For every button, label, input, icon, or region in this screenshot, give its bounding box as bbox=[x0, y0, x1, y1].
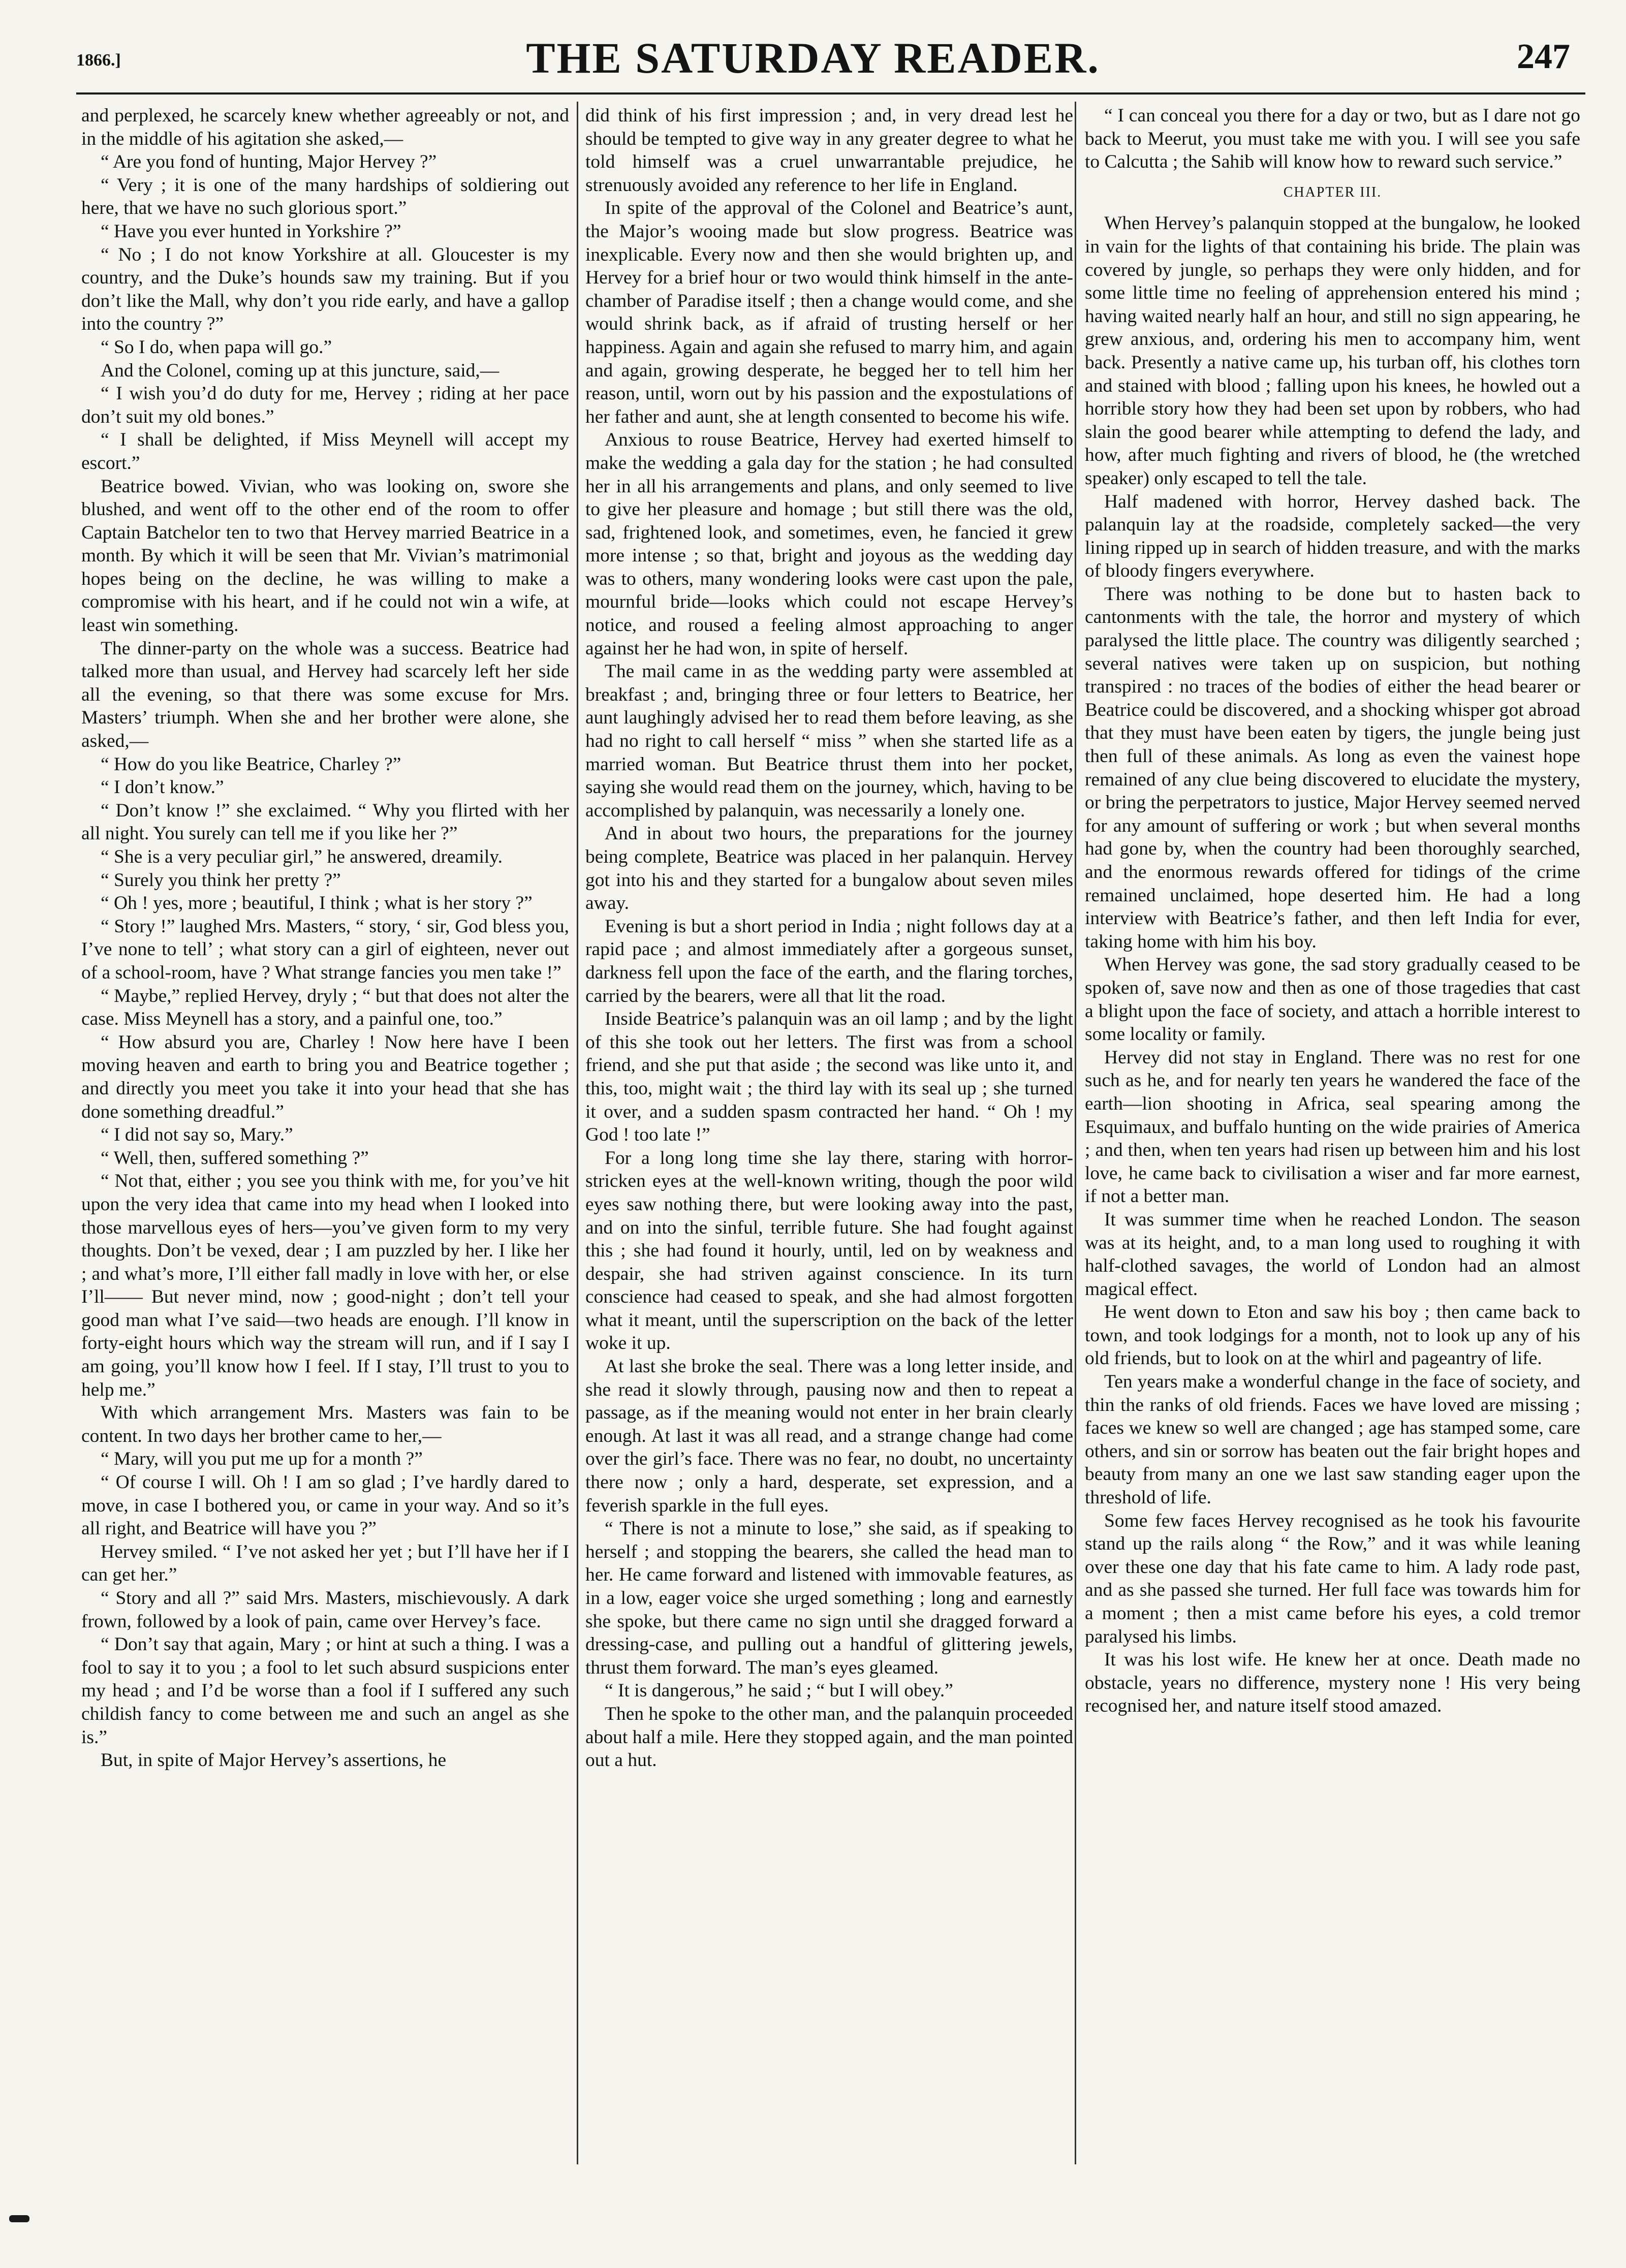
paragraph: “ Don’t say that again, Mary ; or hint at such a thing. I was a fool to say it to you ; a fool to let such absurd suspicions enter my head ; and I’d be worse than a fool if I suffered any such childish fancy to come between me and such an angel as she is.” bbox=[81, 1634, 569, 1748]
column-1 bbox=[81, 104, 569, 2182]
paragraph: Ten years make a wonderful change in the face of society, and thin the ranks of old friends. Faces we have loved are missing ; faces we knew so well are changed ; age has stamped some, care others, and sin or sorrow has beaten out the fair bright hopes and beauty from many an one we last saw standing eager upon the threshold of life. bbox=[1085, 1371, 1580, 1508]
paragraph: Then he spoke to the other man, and the palanquin proceeded about half a mile. Here they stopped again, and the man pointed out a hut. bbox=[585, 1703, 1073, 1771]
paragraph: Half madened with horror, Hervey dashed back. The palanquin lay at the roadside, completely sacked—the very lining ripped up in search of hidden treasure, and with the marks of bloody fingers everywhere. bbox=[1085, 491, 1580, 582]
paragraph: “ So I do, when papa will go.” bbox=[101, 336, 332, 358]
page-header bbox=[0, 0, 1626, 97]
paragraph: “ I shall be delighted, if Miss Meynell will accept my escort.” bbox=[81, 429, 569, 474]
ink-speck bbox=[9, 2215, 29, 2222]
paragraph: “ No ; I do not know Yorkshire at all. Gloucester is my country, and the Duke’s hounds saw my training. But if you don’t like the Mall, why don’t you ride early, and have a gallop into the country ?” bbox=[81, 244, 569, 335]
chapter-heading: CHAPTER III. bbox=[1283, 184, 1382, 200]
paragraph: “ Oh ! yes, more ; beautiful, I think ; what is her story ?” bbox=[101, 893, 533, 914]
paragraph: “ I wish you’d do duty for me, Hervey ; riding at her pace don’t suit my old bones.” bbox=[81, 383, 569, 427]
paragraph: Evening is but a short period in India ; night follows day at a rapid pace ; and almost immediately after a gorgeous sunset, darkness fell upon the face of the earth, and the flaring torches, carried by the bearers, were all that lit the road. bbox=[585, 916, 1073, 1006]
paragraph: Hervey smiled. “ I’ve not asked her yet ; but I’ll have her if I can get her.” bbox=[81, 1541, 569, 1586]
paragraph: “ Are you fond of hunting, Major Hervey ?” bbox=[101, 151, 437, 173]
paragraph: “ Have you ever hunted in Yorkshire ?” bbox=[101, 220, 401, 242]
header-date: 1866.] bbox=[76, 51, 121, 70]
paragraph: “ How do you like Beatrice, Charley ?” bbox=[101, 753, 401, 775]
paragraph: “ There is not a minute to lose,” she said, as if speaking to herself ; and stopping the bearers, she called the head man to her. He came forward and listened with immovable features, as in a low, eager voice she urged something ; long and earnestly she spoke, but there came no sign until she dragged forward a dressing-case, and pulling out a handful of glittering jewels, thrust them forward. The man’s eyes gleamed. bbox=[585, 1518, 1073, 1678]
paragraph: “ Story !” laughed Mrs. Masters, “ story, ‘ sir, God bless you, I’ve none to tell’ ; what story can a girl of eighteen, never out of a school-room, have ? What strange fancies you men take !” bbox=[81, 916, 569, 983]
paragraph: “ Of course I will. Oh ! I am so glad ; I’ve hardly dared to move, in case I bothered you, or came in your way. And so it’s all right, and Beatrice will have you ?” bbox=[81, 1472, 569, 1539]
column-3 bbox=[1085, 104, 1580, 2182]
page-number: 247 bbox=[1517, 37, 1570, 76]
paragraph: Some few faces Hervey recognised as he took his favourite stand up the rails along “ the Row,” and it was while leaning over these one day that his fate came to him. A lady rode past, and as she passed she turned. Her full face was towards him for a moment ; then a mist came before his eyes, a cold tremor paralysed his limbs. bbox=[1085, 1510, 1580, 1647]
column-divider bbox=[577, 102, 578, 2164]
publication-title: THE SATURDAY READER. bbox=[526, 34, 1100, 82]
paragraph: The dinner-party on the whole was a success. Beatrice had talked more than usual, and Hervey had scarcely left her side all the evening, so that there was some excuse for Mrs. Masters’ triumph. When she and her brother were alone, she asked,— bbox=[81, 638, 569, 752]
paragraph: “ Surely you think her pretty ?” bbox=[101, 869, 341, 891]
paragraph: “ Very ; it is one of the many hardships of soldiering out here, that we have no such glorious sport.” bbox=[81, 174, 569, 219]
paragraph: Anxious to rouse Beatrice, Hervey had exerted himself to make the wedding a gala day for the station ; he had consulted her in all his arrangements and plans, and only seemed to live to give her pleasure and homage ; but still there was the old, sad, frightened look, and sometimes, even, he fancied it grew more intense ; so that, bright and joyous as the wedding day was to others, many wondering looks were cast upon the pale, mournful bride—looks which could not escape Hervey’s notice, and roused a feeling almost approaching to anger against her he had won, in spite of herself. bbox=[585, 429, 1073, 659]
paragraph: When Hervey was gone, the sad story gradually ceased to be spoken of, save now and then as one of those tragedies that cast a blight upon the face of society, and attach a horrible interest to some locality or family. bbox=[1085, 954, 1580, 1045]
paragraph: It was summer time when he reached London. The season was at its height, and, to a man long used to roughing it with half-clothed savages, the world of London had an almost magical effect. bbox=[1085, 1209, 1580, 1300]
paragraph: And the Colonel, coming up at this juncture, said,— bbox=[101, 360, 499, 381]
paragraph: Hervey did not stay in England. There was no rest for one such as he, and for nearly ten years he wandered the face of the earth—lion shooting in Africa, seal spearing among the Esquimaux, and buffalo hunting on the wide prairies of America ; and then, when ten years had risen up between him and his lost love, he came back to civilisation a wiser and far more earnest, if not a better man. bbox=[1085, 1047, 1580, 1207]
paragraph: And in about two hours, the preparations for the journey being complete, Beatrice was placed in her palanquin. Hervey got into his and they started for a bungalow about seven miles away. bbox=[585, 823, 1073, 914]
header-rule bbox=[76, 92, 1585, 94]
paragraph: He went down to Eton and saw his boy ; then came back to town, and took lodgings for a month, not to look up any of his old friends, but to look on at the whirl and pageantry of life. bbox=[1085, 1302, 1580, 1369]
paragraph: The mail came in as the wedding party were assembled at breakfast ; and, bringing three or four letters to Beatrice, her aunt laughingly advised her to read them before leaving, as she had no right to call herself “ miss ” when she started life as a married woman. But Beatrice thrust them into her pocket, saying she would read them on the journey, which, having to be accomplished by palanquin, was necessarily a lonely one. bbox=[585, 661, 1073, 821]
paragraph: When Hervey’s palanquin stopped at the bungalow, he looked in vain for the lights of that containing his bride. The plain was covered by jungle, so perhaps they were only hidden, and for some little time no feeling of apprehension entered his mind ; having waited nearly half an hour, and still no sign appearing, he grew anxious, and, ordering his men to accompany him, went back. Presently a native came up, his turban off, his clothes torn and stained with blood ; falling upon his knees, he howled out a horrible story how they had been set upon by robbers, who had slain the good bearer while attempting to defend the lady, and how, after much fighting and rivers of blood, he (the wretched speaker) only escaped to tell the tale. bbox=[1085, 213, 1580, 489]
paragraph: “ Maybe,” replied Hervey, dryly ; “ but that does not alter the case. Miss Meynell has a story, and a painful one, too.” bbox=[81, 985, 569, 1030]
paragraph: “ Mary, will you put me up for a month ?” bbox=[101, 1448, 423, 1470]
paragraph: “ Not that, either ; you see you think with me, for you’ve hit upon the very idea that came into my head when I looked into those marvellous eyes of hers—you’ve given form to my very thoughts. Don’t be vexed, dear ; I am puzzled by her. I like her ; and what’s more, I’ll either fall madly in love with her, or else I’ll—— But never mind, now ; good-night ; don’t tell your good man what I’ve said—two heads are enough. I’ll know in forty-eight hours which way the stream will run, and if I say I am going, you’ll know how I feel. If I stay, I’ll trust to you to help me.” bbox=[81, 1171, 569, 1400]
paragraph: With which arrangement Mrs. Masters was fain to be content. In two days her brother came to her,— bbox=[81, 1402, 569, 1446]
paragraph: “ She is a very peculiar girl,” he answered, dreamily. bbox=[101, 846, 503, 867]
paragraph: “ I don’t know.” bbox=[101, 777, 224, 798]
column-divider bbox=[1075, 102, 1076, 2164]
paragraph: “ Story and all ?” said Mrs. Masters, mischievously. A dark frown, followed by a look of pain, came over Hervey’s face. bbox=[81, 1588, 569, 1632]
paragraph: But, in spite of Major Hervey’s assertions, he bbox=[101, 1750, 447, 1771]
paragraph: Beatrice bowed. Vivian, who was looking on, swore she blushed, and went off to the other end of the room to offer Captain Batchelor ten to two that Hervey married Beatrice in a month. By which it will be seen that Mr. Vivian’s matrimonial hopes being on the decline, he was willing to make a compromise with his heart, and if he could not win a wife, at least win something. bbox=[81, 476, 569, 636]
paragraph: It was his lost wife. He knew her at once. Death made no obstacle, years no difference, mystery none ! His very being recognised her, and nature itself stood amazed. bbox=[1085, 1649, 1580, 1717]
paragraph: “ I did not say so, Mary.” bbox=[101, 1124, 293, 1146]
paragraph: At last she broke the seal. There was a long letter inside, and she read it slowly through, pausing now and then to repeat a passage, as if the meaning would not enter in her brain clearly enough. At last it was all read, and a strange change had come over the girl’s face. There was no fear, no doubt, no uncertainty there now ; only a hard, desperate, set expression, and a feverish sparkle in the full eyes. bbox=[585, 1356, 1073, 1516]
paragraph: “ Well, then, suffered something ?” bbox=[101, 1147, 369, 1169]
paragraph: “ It is dangerous,” he said ; “ but I will obey.” bbox=[605, 1680, 953, 1702]
paragraph: Inside Beatrice’s palanquin was an oil lamp ; and by the light of this she took out her letters. The first was from a school friend, and she put that aside ; the second was like unto it, and this, too, might wait ; the third lay with its seal up ; she turned it over, and a sudden spasm contracted her hand. “ Oh ! my God ! too late !” bbox=[585, 1009, 1073, 1146]
column-2 bbox=[585, 104, 1073, 2182]
paragraph: “ How absurd you are, Charley ! Now here have I been moving heaven and earth to bring you and Beatrice together ; and directly you meet you take it into your head that she has done something dreadful.” bbox=[81, 1031, 569, 1122]
paragraph: “ Don’t know !” she exclaimed. “ Why you flirted with her all night. You surely can tell me if you like her ?” bbox=[81, 800, 569, 844]
paragraph: did think of his first impression ; and, in very dread lest he should be tempted to give way in any greater degree to what he told himself was a cruel unwarrantable prejudice, he strenuously avoided any reference to her life in England. bbox=[585, 105, 1073, 196]
paragraph: “ I can conceal you there for a day or two, but as I dare not go back to Meerut, you must take me with you. I will see you safe to Calcutta ; the Sahib will know how to reward such service.” bbox=[1085, 105, 1580, 173]
paragraph: There was nothing to be done but to hasten back to cantonments with the tale, the horror and mystery of which paralysed the little place. The country was diligently searched ; several natives were taken up on suspicion, but nothing transpired : no traces of the bodies of either the head bearer or Beatrice could be discovered, and a shocking whisper got abroad that they must have been eaten by tigers, the jungle being just then full of these animals. As long as even the vainest hope remained of any clue being discovered to elucidate the mystery, or bring the perpetrators to justice, Major Hervey seemed nerved for any amount of suffering or work ; but when several months had gone by, when the country had been thoroughly searched, and the enormous rewards offered for tidings of the crime remained unclaimed, hope deserted him. He had a long interview with Beatrice’s father, and then left India for ever, taking home with him his boy. bbox=[1085, 583, 1580, 952]
paragraph: and perplexed, he scarcely knew whether agreeably or not, and in the middle of his agitation she asked,— bbox=[81, 105, 569, 149]
paragraph: In spite of the approval of the Colonel and Beatrice’s aunt, the Major’s wooing made but slow progress. Beatrice was inexplicable. Every now and then she would brighten up, and Hervey for a brief hour or two would think himself in the ante-chamber of Paradise itself ; then a change would come, and she would shrink back, as if afraid of trusting herself or her happiness. Again and again she refused to marry him, and again and again, growing desperate, he begged her to tell him her reason, until, worn out by his passion and the expostulations of her father and aunt, she at length consented to become his wife. bbox=[585, 198, 1073, 427]
paragraph: For a long long time she lay there, staring with horror-stricken eyes at the well-known writing, though the poor wild eyes saw nothing there, but were looking away into the past, and on into the sinful, terrible future. She had fought against this ; she had found it hourly, until, led on by weakness and despair, she had striven against conscience. In its turn conscience had ceased to speak, and she had almost forgotten what it meant, until the superscription on the back of the letter woke it up. bbox=[585, 1147, 1073, 1354]
